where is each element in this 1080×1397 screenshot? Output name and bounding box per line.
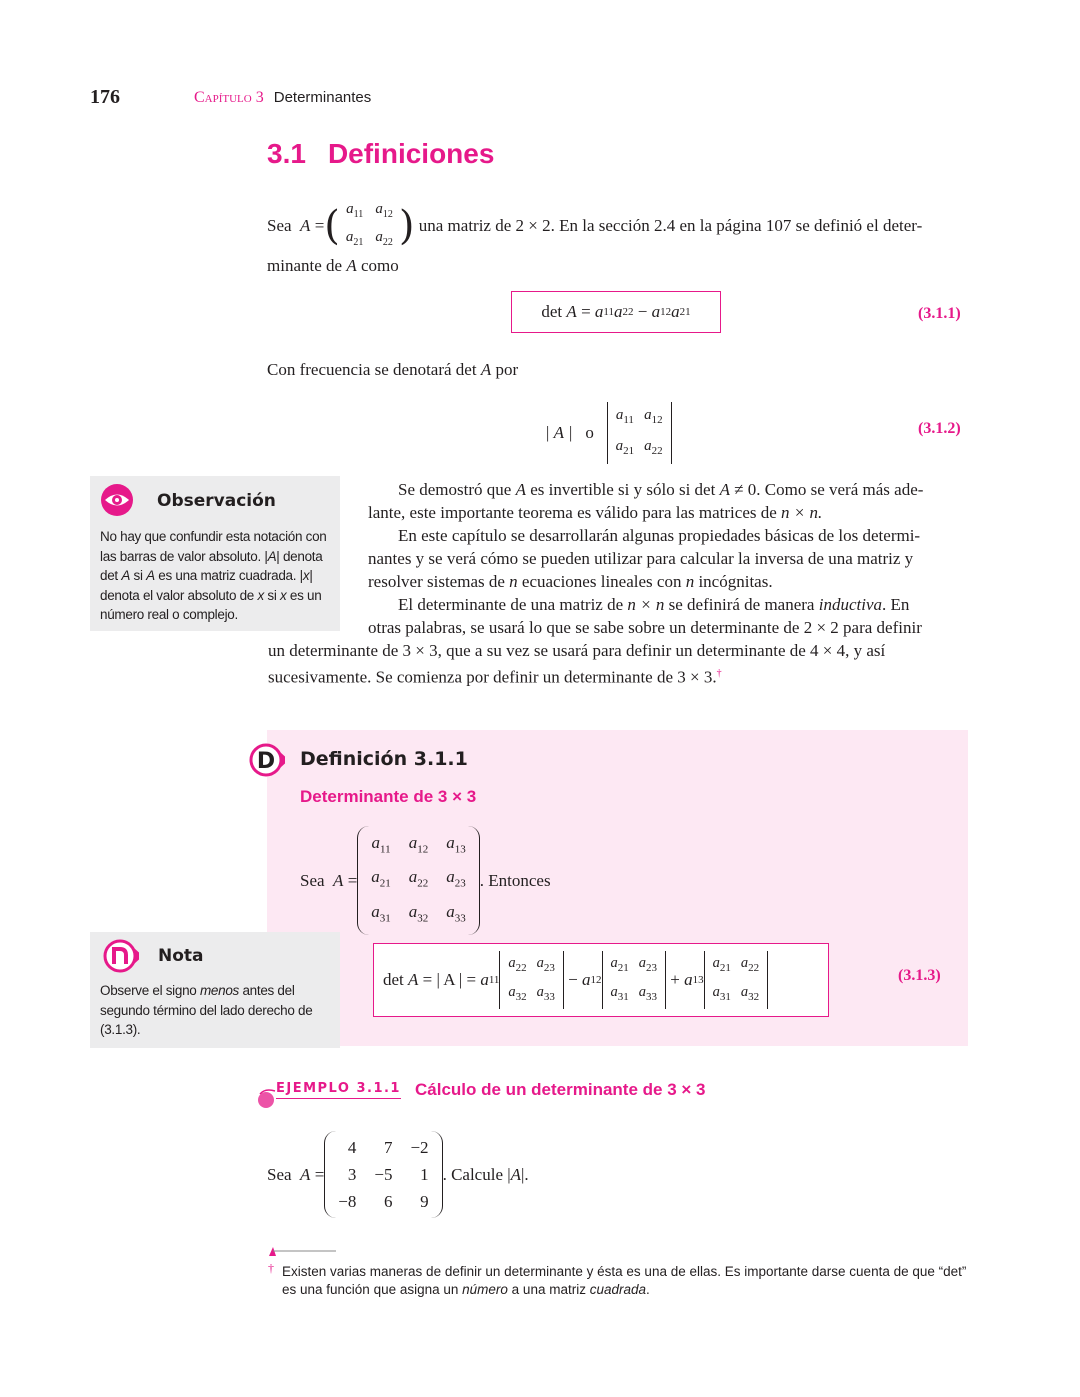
section-name: Definiciones <box>327 138 495 169</box>
section-title <box>267 138 494 170</box>
definition-d-icon <box>249 742 285 778</box>
paragraph-3: El determinante de una matriz de n × n se definirá de manera inductiva. En <box>398 595 910 614</box>
paragraph-3b: otras palabras, se usará lo que se sabe sobre un determinante de 2 × 2 para definir <box>368 618 922 637</box>
example-tail-b: |. <box>521 1164 529 1184</box>
observation-text: No hay que confundir esta notación con las barras de valor absoluto. |A| denota det A si A es una matriz cuadrada. |x| denota el valor absoluto de x si x es un número real o complejo. <box>100 529 327 622</box>
chapter-title: Determinantes <box>273 89 372 106</box>
minor-11: $a_{22}$ $a_{23}$ $a_{32}$ $a_{33}$ <box>499 951 564 1009</box>
def-entonces: . Entonces <box>479 870 551 890</box>
matrix-3x3: $a_{11}$ $a_{12}$ $a_{13}$ $a_{21}$ $a_{22}$ $a_{23}$ $a_{31}$ $a_{32}$ $a_{33}$ <box>357 826 480 935</box>
paragraph-1: Se demostró que A es invertible si y sólo si det A ≠ 0. Como se verá más ade- <box>398 480 924 499</box>
example-tail-a: . Calcule | <box>442 1164 511 1184</box>
equation-number-3-1-2: (3.1.2) <box>918 420 961 437</box>
intro-matrix-symbol: A <box>300 216 311 235</box>
paragraph-3c: un determinante de 3 × 3, que a su vez se usará para definir un determinante de 4 × 4, y así <box>268 641 886 660</box>
equation-number-3-1-3: (3.1.3) <box>898 967 941 984</box>
definition-title: Definición 3.1.1 <box>300 748 468 770</box>
minor-12: $a_{21}$ $a_{23}$ $a_{31}$ $a_{33}$ <box>602 951 667 1009</box>
minor-13: $a_{21}$ $a_{22}$ $a_{31}$ $a_{32}$ <box>704 951 769 1009</box>
intro-line2-symbol: A <box>346 256 357 275</box>
eq2-or: o <box>585 423 594 442</box>
chapter-label: Capítulo 3 <box>194 89 264 106</box>
confrec-a: Con frecuencia se denotará det <box>267 360 477 379</box>
example-bullet-icon <box>256 1087 276 1109</box>
definition-subtitle: Determinante de 3 × 3 <box>300 787 477 806</box>
footnote-text: Existen varias maneras de definir un determinante y ésta es una de ellas. Es importante darse cuenta de que “det” es una función que asigna un número a una matriz cuadrada. <box>282 1264 967 1297</box>
m11: $a_{11}$ <box>346 201 364 220</box>
eq2-abs-a: | A | <box>545 423 573 442</box>
paragraph-3d: sucesivamente. Se comienza por definir un determinante de 3 × 3.† <box>268 667 722 687</box>
definition-letter: D <box>256 749 276 774</box>
example-matrix: 4 7 −2 3 −5 1 −8 6 9 <box>324 1131 442 1218</box>
eye-icon <box>100 483 134 517</box>
example-label: EJEMPLO 3.1.1 <box>276 1081 401 1099</box>
equation-number-3-1-1: (3.1.1) <box>918 305 961 322</box>
body-paragraphs <box>268 478 968 689</box>
page-number: 176 <box>90 86 120 108</box>
eq3-det: det <box>383 970 404 989</box>
equation-3-1-2 <box>545 402 672 464</box>
intro-line2-b: como <box>360 256 399 275</box>
definition-sea-line: Sea A = $a_{11}$ $a_{12}$ $a_{13}$ $a_{21}$ $a_{22}$ $a_{23}$ $a_{31}$ $a_{32}$ $a_{33}$ . Entonces <box>300 826 551 935</box>
nota-n-icon <box>103 938 139 974</box>
intro-line: Sea A = ( $a_{11}$ $a_{12}$ $a_{21}$ $a_{22}$ ) una matriz de 2 × 2. En la sección 2.4 en la página 107 se definió el deter- <box>267 198 922 254</box>
example-sea: Sea <box>267 1164 292 1184</box>
confrec-b: por <box>495 360 519 379</box>
intro-line-2 <box>267 256 399 276</box>
m12: $a_{12}$ <box>375 201 393 220</box>
eq3-plus: + <box>670 970 680 989</box>
matrix-2x2: ( $a_{11}$ $a_{12}$ $a_{21}$ $a_{22}$ ) <box>324 198 414 254</box>
intro-sea: Sea <box>267 216 292 235</box>
example-sea-line: Sea A = 4 7 −2 3 −5 1 −8 6 9 . Calcule | A |. <box>267 1131 529 1218</box>
running-head <box>194 89 371 107</box>
intro-tail: una matriz de 2 × 2. En la sección 2.4 en la página 107 se definió el deter- <box>418 216 923 235</box>
m22: $a_{22}$ <box>375 229 393 248</box>
nota-text: Observe el signo menos antes del segundo término del lado derecho de (3.1.3). <box>100 983 313 1037</box>
equation-3-1-1-box: det A = a 11 a 22 − a 12 a 21 <box>511 291 721 333</box>
def-sea: Sea <box>300 870 325 890</box>
footnote-rule <box>267 1244 337 1258</box>
paragraph-1b: lante, este importante teorema es válido para las matrices de n × n. <box>368 503 823 522</box>
determinant-2x2: $a_{11}$ $a_{12}$ $a_{21}$ $a_{22}$ <box>607 402 672 464</box>
paragraph-2c: resolver sistemas de n ecuaciones lineales con n incógnitas. <box>368 572 773 591</box>
eq3-minus: − <box>568 970 578 989</box>
m21: $a_{21}$ <box>345 229 364 248</box>
example-title: Cálculo de un determinante de 3 × 3 <box>415 1080 706 1099</box>
paragraph-2b: nantes y se verá cómo se pueden utilizar para calcular la inversa de una matriz y <box>368 549 914 568</box>
section-number: 3.1 <box>267 138 306 169</box>
confrec-line: Con frecuencia se denotará det A por <box>267 360 519 379</box>
observation-title: Observación <box>157 491 276 511</box>
eq3-abs: = | A | = <box>422 970 477 989</box>
equation-3-1-3-box: det A = | A | = a 11 $a_{22}$ $a_{23}$ $a_{32}$ $a_{33}$ − a 12 $a_{21}$ $a_{23}$ $a_{31}$ $a_{33}$ + a 13 $a_{21}$ $a_{22}$ $a_{31}$ $a_{32}$ <box>373 943 829 1017</box>
intro-line2-a: minante de <box>267 256 343 275</box>
footnote-dagger: † <box>268 1261 274 1275</box>
eq1-det: det <box>541 302 563 321</box>
paragraph-2: En este capítulo se desarrollarán algunas propiedades básicas de los determi- <box>398 526 921 545</box>
footnote-marker[interactable]: † <box>716 668 722 679</box>
nota-title: Nota <box>158 946 204 966</box>
